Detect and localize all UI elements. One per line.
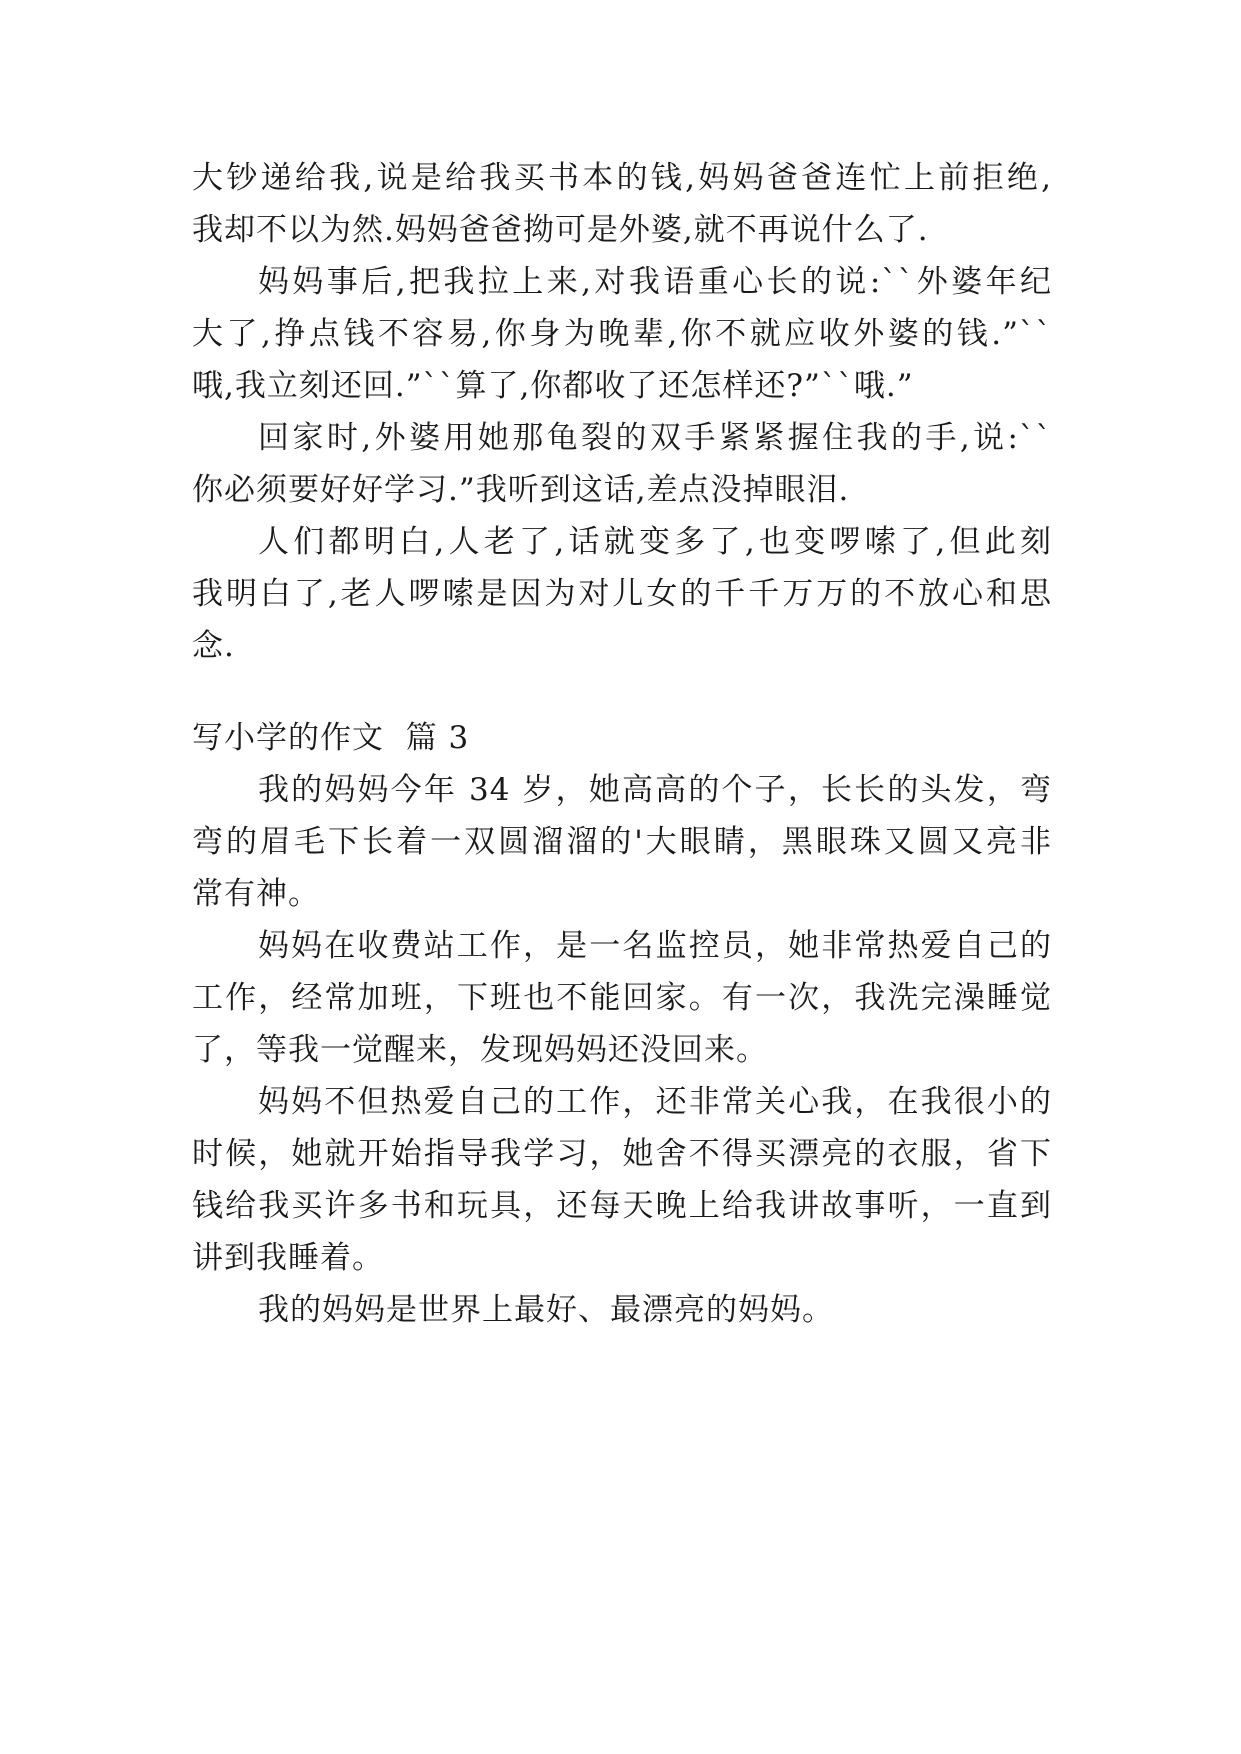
paragraph-line: 大钞递给我,说是给我买书本的钱,妈妈爸爸连忙上前拒绝, [192,160,1052,196]
paragraph-line: 我的妈妈是世界上最好、最漂亮的妈妈。 [258,1292,834,1328]
paragraph-line: 妈妈事后,把我拉上来,对我语重心长的说:``外婆年纪 [258,264,1052,300]
paragraph-line: 我的妈妈今年 34 岁，她高高的个子，长长的头发，弯 [258,772,1052,808]
paragraph-line: 钱给我买许多书和玩具，还每天晚上给我讲故事听，一直到 [192,1188,1052,1224]
paragraph-line: 常有神。 [192,876,320,912]
section-heading: 写小学的作文 篇 3 [192,720,470,756]
paragraph-line: 妈妈不但热爱自己的工作，还非常关心我，在我很小的 [258,1084,1052,1120]
paragraph-line: 大了,挣点钱不容易,你身为晚辈,你不就应收外婆的钱.”`` [192,316,1052,352]
paragraph-line: 我明白了,老人啰嗦是因为对儿女的千千万万的不放心和思 [192,576,1052,612]
paragraph-line: 念. [192,628,235,664]
paragraph-line: 弯的眉毛下长着一双圆溜溜的'大眼睛，黑眼珠又圆又亮非 [192,824,1052,860]
paragraph-line: 妈妈在收费站工作，是一名监控员，她非常热爱自己的 [258,928,1052,964]
paragraph-line: 哦,我立刻还回.”``算了,你都收了还怎样还?”``哦.” [192,368,914,404]
paragraph-line: 我却不以为然.妈妈爸爸拗可是外婆,就不再说什么了. [192,212,929,248]
paragraph-line: 人们都明白,人老了,话就变多了,也变啰嗦了,但此刻 [258,524,1052,560]
paragraph-line: 了，等我一觉醒来，发现妈妈还没回来。 [192,1032,768,1068]
paragraph-line: 工作，经常加班，下班也不能回家。有一次，我洗完澡睡觉 [192,980,1052,1016]
paragraph-line: 时候，她就开始指导我学习，她舍不得买漂亮的衣服，省下 [192,1136,1052,1172]
paragraph-line: 你必须要好好学习.”我听到这话,差点没掉眼泪. [192,472,850,508]
paragraph-line: 讲到我睡着。 [192,1240,384,1276]
paragraph-line: 回家时,外婆用她那龟裂的双手紧紧握住我的手,说:`` [258,420,1052,456]
